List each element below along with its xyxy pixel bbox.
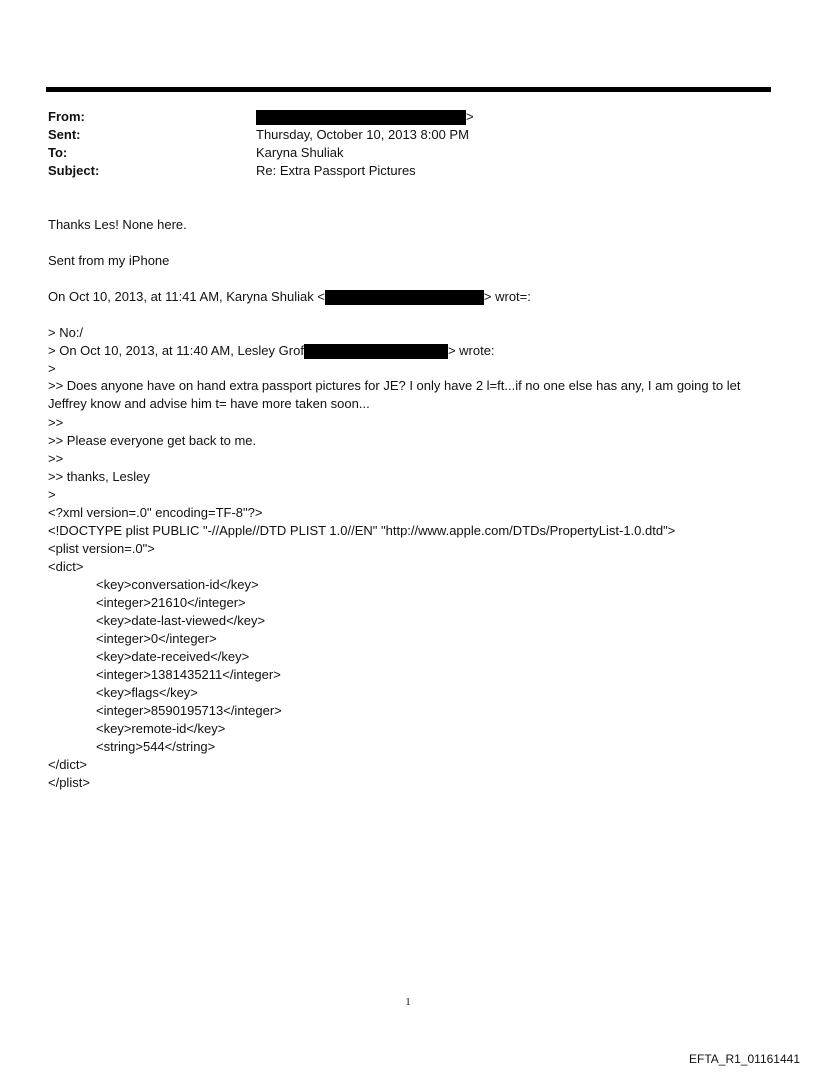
to-label: To: [48,145,68,160]
page-number: 1 [405,996,411,1008]
quote-intro [48,288,531,305]
xml-line-15: </dict> [48,757,88,772]
xml-line-7: <key>date-last-viewed</key> [96,613,266,628]
sent-label: Sent: [48,127,81,142]
quote-line-7: >> [48,451,64,466]
xml-line-14: <string>544</string> [96,739,216,754]
quote-line-3: > [48,361,56,376]
xml-line-6: <integer>21610</integer> [96,595,246,610]
quote-line-5: >> [48,415,64,430]
quote-line-4: >> Does anyone have on hand extra passport pictures for JE? I only have 2 l=ft...if no one else has any, I am going to let Jeffrey know and advise him t= have more taken soon... [48,378,741,411]
xml-line-2: <!DOCTYPE plist PUBLIC "-//Apple//DTD PLIST 1.0//EN" "http://www.apple.com/DTDs/PropertyList-1.0.dtd"> [48,523,676,538]
xml-line-3: <plist version=.0"> [48,541,155,556]
xml-line-1: <?xml version=.0" encoding=TF-8"?> [48,505,263,520]
quote-line-1: > No:/ [48,325,84,340]
xml-line-11: <key>flags</key> [96,685,198,700]
quote-line-2 [48,342,495,359]
header-rule [46,87,771,92]
xml-line-10: <integer>1381435211</integer> [96,667,281,682]
redaction-bar [256,110,466,125]
xml-line-5: <key>conversation-id</key> [96,577,259,592]
subject-value: Re: Extra Passport Pictures [256,163,416,178]
quote-line-8: >> thanks, Lesley [48,469,150,484]
sent-value: Thursday, October 10, 2013 8:00 PM [256,127,469,142]
xml-line-12: <integer>8590195713</integer> [96,703,282,718]
redaction-bar [325,290,484,305]
body-line-2: Sent from my iPhone [48,253,170,268]
quote-line-2-prefix: > On Oct 10, 2013, at 11:40 AM, Lesley Grof [48,343,304,358]
quote-line-9: > [48,487,56,502]
xml-line-9: <key>date-received</key> [96,649,250,664]
subject-label: Subject: [48,163,100,178]
xml-line-8: <integer>0</integer> [96,631,217,646]
quote-intro-suffix: > wrot=: [483,289,531,304]
document-id: EFTA_R1_01161441 [689,1052,800,1066]
body-line-1: Thanks Les! None here. [48,217,187,232]
from-suffix: > [466,109,474,124]
xml-line-13: <key>remote-id</key> [96,721,226,736]
quote-line-6: >> Please everyone get back to me. [48,433,257,448]
from-label: From: [48,109,85,124]
to-value: Karyna Shuliak [256,145,344,160]
quote-line-2-suffix: > wrote: [447,343,495,358]
redaction-bar [304,344,448,359]
xml-line-16: </plist> [48,775,90,790]
quote-intro-prefix: On Oct 10, 2013, at 11:41 AM, Karyna Shuliak < [48,289,325,304]
from-value [256,109,474,125]
xml-line-4: <dict> [48,559,84,574]
